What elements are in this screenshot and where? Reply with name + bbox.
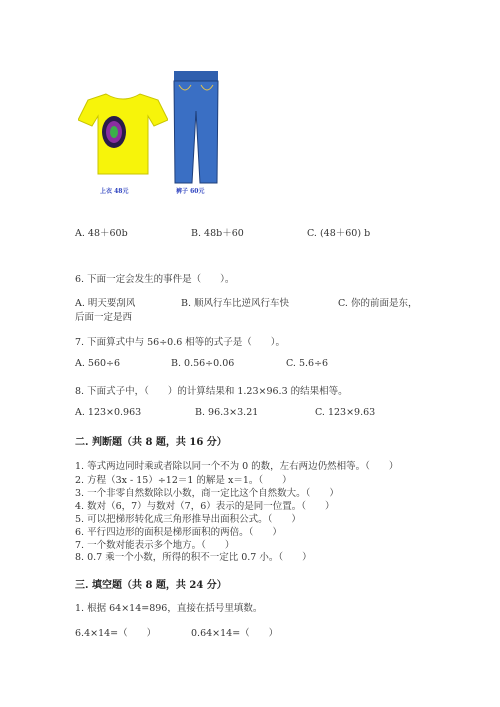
q5-option-b: B. 48b＋60 (191, 228, 244, 239)
q8-option-a: A. 123×0.963 (75, 407, 142, 418)
q6-option-a: A. 明天要刮风 (75, 298, 136, 309)
q6-option-c-continuation: 后面一定是西 (75, 312, 133, 323)
q7-option-c: C. 5.6÷6 (286, 358, 329, 369)
fill-q1-stem: 1. 根据 64×14=896，直接在括号里填数。 (75, 603, 263, 614)
judgment-item-7: 7. 一个数对能表示多个地方。（ ） (75, 540, 235, 551)
q6-option-b: B. 顺风行车比逆风行车快 (181, 298, 290, 309)
fill-q1-part-2: 0.64×14=（ ） (191, 628, 279, 639)
judgment-item-3: 3. 一个非零自然数除以小数，商一定比这个自然数大。（ ） (75, 488, 339, 499)
judgment-item-1: 1. 等式两边同时乘或者除以同一个不为 0 的数，左右两边仍然相等。（ ） (75, 461, 399, 472)
judgment-item-8: 8. 0.7 乘一个小数，所得的积不一定比 0.7 小。（ ） (75, 552, 312, 563)
q6-option-c: C. 你的前面是东， (338, 298, 418, 309)
q5-option-a: A. 48＋60b (75, 228, 128, 239)
q7-option-a: A. 560÷6 (75, 358, 121, 369)
section-3-title: 三. 填空题（共 8 题，共 24 分） (75, 580, 227, 591)
judgment-item-2: 2. 方程（3x - 15）÷12＝1 的解是 x＝1。（ ） (75, 475, 292, 486)
q8-stem: 8. 下面式子中，（ ）的计算结果和 1.23×96.3 的结果相等。 (75, 386, 348, 397)
pants-caption: 裤子 60元 (176, 188, 205, 195)
q8-option-c: C. 123×9.63 (315, 407, 376, 418)
section-2-title: 二. 判断题（共 8 题，共 16 分） (75, 437, 227, 448)
blue-jeans-image (171, 71, 221, 186)
shirt-caption: 上衣 48元 (100, 188, 129, 195)
q8-option-b: B. 96.3×3.21 (195, 407, 259, 418)
q7-stem: 7. 下面算式中与 56÷0.6 相等的式子是（ ）。 (75, 337, 286, 348)
q5-option-c: C. (48＋60) b (307, 228, 371, 239)
judgment-item-6: 6. 平行四边形的面积是梯形面积的两倍。（ ） (75, 527, 282, 538)
judgment-item-4: 4. 数对（6，7）与数对（7，6）表示的是同一位置。（ ） (75, 501, 335, 512)
q6-stem: 6. 下面一定会发生的事件是（ ）。 (75, 274, 235, 285)
yellow-shirt-image (78, 90, 168, 178)
fill-q1-part-1: 6.4×14=（ ） (75, 628, 157, 639)
judgment-item-5: 5. 可以把梯形转化成三角形推导出面积公式。（ ） (75, 514, 301, 525)
q7-option-b: B. 0.56÷0.06 (171, 358, 235, 369)
